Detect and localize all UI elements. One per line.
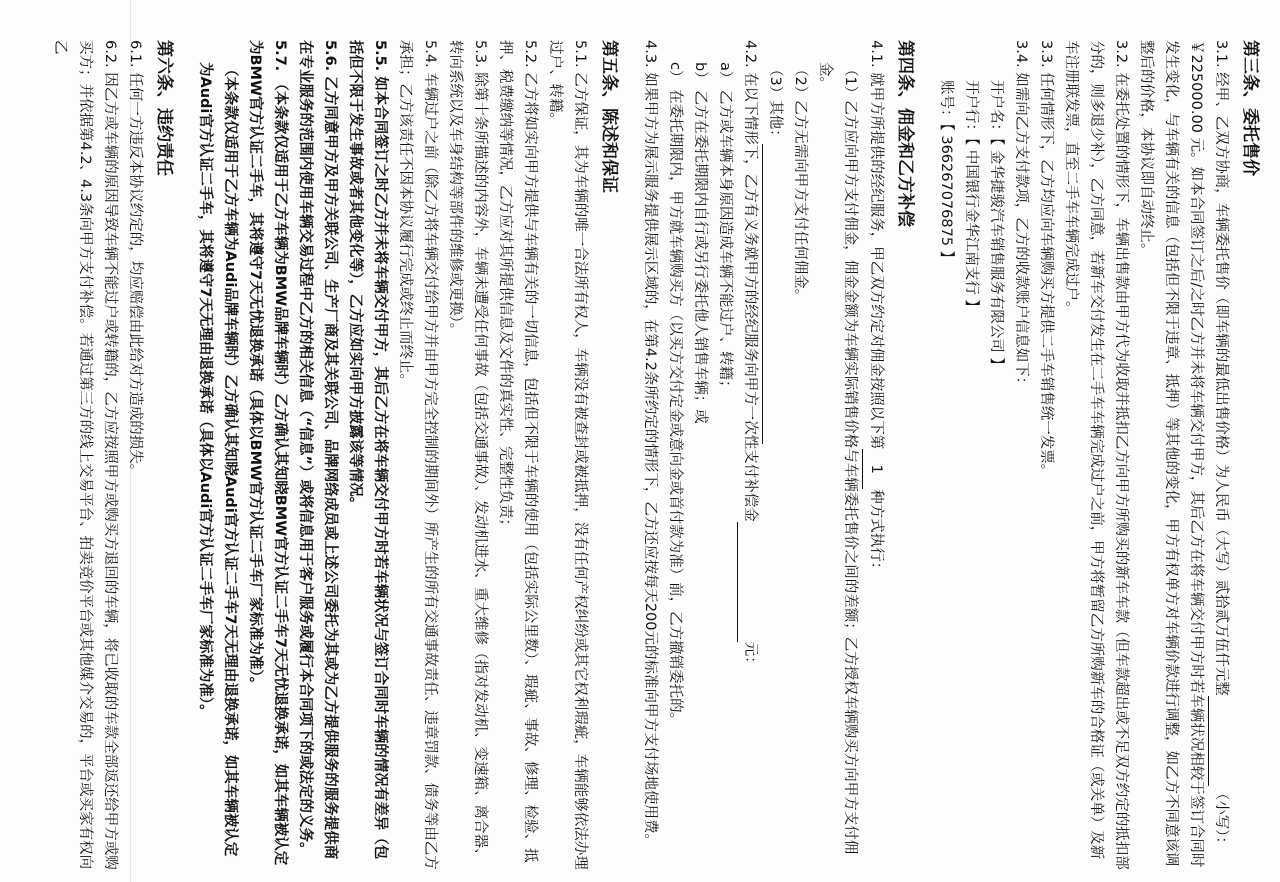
account-name-label: 开户名： <box>988 80 1004 138</box>
clause-4-1-tail: 种方式执行： <box>868 489 884 577</box>
clause-4-1 <box>862 40 888 870</box>
clause-3-1-text: 3.1. 经甲、乙双方协商，车辆委托售价（即车辆的最低出售价格）为人民币（大写）贰拾贰万伍仟元整 <box>1213 40 1229 696</box>
other-blank <box>762 144 779 444</box>
clause-5-1: 5.1. 乙方保证，其为车辆的唯一合法所有权人，车辆没有被查封或被抵押，没有任何产权纠纷或其它权利瑕疵，车辆能够依法办理过户、转籍。 <box>547 40 588 870</box>
clause-4-3: 4.3. 如果甲方为展示服务提供展示区域的，在第4.2条所约定的情形下，乙方还应按每天200元的标准向甲方支付场地使用费。 <box>642 40 658 849</box>
clause-3-1-cont: （小写）：￥225000.00 元。如本合同签订之后/之时乙方并未将车辆交付甲方，其后乙方在将车辆交付甲方时若车辆状况相较于签订合同时发生变化，与车辆有关的信息（包括但不限于违章、抵押）等其他的变化，甲方有权单方对车辆价款进行调整，如乙方不同意该调整后的价格，本协议即自动终止。 <box>1138 40 1229 868</box>
clause-6-2: 6.2. 因乙方或车辆的原因导致车辆不能过户或转籍的，乙方应按照甲方或购买方退回的车辆，将已收取的车款全部返还给甲方或购买方；并依据第4.2、4.3条向甲方支付补偿。若通过第三方的线上交易平台、拍卖竞价平台或其他媒介交易的，平台或买家有权向乙 <box>52 40 118 870</box>
bank-value: 中国银行金华江南支行 <box>963 149 979 295</box>
clause-4-2 <box>737 40 762 870</box>
account-no-label: 账号： <box>938 80 954 124</box>
commission-option-3 <box>762 40 787 870</box>
clause-4-2-text: 4.2. 在以下情形下，乙方有义务就甲方的经纪服务向甲方一次性支付补偿金 <box>742 40 758 522</box>
clause-5-6: 5.6. 乙方同意甲方及甲方关联公司、生产厂商及其关联公司、品牌网络成员或上述公司委托为其或为乙方提供服务的服务提供商在专业服务的范围内使用车辆交易过程中乙方的相关信息（“信息”）或将信息用于客户服务或履行本合同项下的或法定的义务。 <box>297 40 338 860</box>
commission-option-1: （1）乙方应向甲方支付佣金，佣金金额为车辆实际销售价格与车辆委托售价之间的差额；乙方授权车辆购买方向甲方支付佣金。 <box>817 62 858 855</box>
section-6-title: 第六条、违约责任 <box>154 40 174 176</box>
account-no-value: 366267076875 <box>938 135 954 247</box>
bank-label: 开户行： <box>963 80 979 138</box>
commission-option-2: （2）乙方无需向甲方支付任何佣金。 <box>792 62 808 304</box>
amount-blank <box>1208 696 1225 786</box>
bank-row: 开户行：【 中国银行金华江南支行 】 <box>963 80 979 314</box>
clause-3-3: 3.3. 任何情形下，乙方均应向车辆购买方提供二手车销售统一发票。 <box>1038 40 1054 479</box>
clause-3-4: 3.4. 如需向乙方支付款项，乙方的收款账户信息如下： <box>1013 40 1029 392</box>
account-name-value: 金华捷骏汽车销售服务有限公司 <box>988 149 1004 353</box>
account-name-row: 开户名：【 金华捷骏汽车销售服务有限公司 】 <box>988 80 1004 372</box>
account-no-row: 账号：【 366267076875 】 <box>938 80 954 266</box>
clause-4-1-text: 4.1. 就甲方所提供的经纪服务，甲乙双方约定对佣金按照以下第 <box>868 40 884 450</box>
commission-option-choice: 1 <box>862 449 888 489</box>
clause-5-7-bmw: 5.7. （本条款仅适用于乙方车辆为BMW品牌车辆时）乙方确认其知晓BMW官方认证二手车7天无忧退换承诺，如其车辆被认定为BMW官方认证二手车，其将遵守7天无忧退换承诺（具体以BMW官方认证二手车厂家标准为准）。 <box>247 40 288 866</box>
section-3-title: 第三条、委托售价 <box>1240 40 1260 176</box>
clause-5-4: 5.4. 车辆过户之前（除乙方将车辆交付给甲方并由甲方完全控制的期间外）所产生的所有交通事故责任、违章罚款、债务等由乙方承担；乙方该责任不因本协议履行完成或终止而终止。 <box>397 40 438 870</box>
clause-6-1: 6.1. 任何一方违反本协议约定的，均应赔偿由此给对方造成的损失。 <box>127 40 143 479</box>
contract-text-rotated <box>52 40 1268 870</box>
section-4-title: 第四条、佣金和乙方补偿 <box>895 40 915 227</box>
clause-3-1 <box>1133 40 1233 870</box>
section-5-title: 第五条、陈述和保证 <box>599 40 619 193</box>
clause-4-2-unit: 元： <box>742 641 758 671</box>
clause-5-3: 5.3. 除第十条所描述的内容外，车辆未遭受任何事故（包括交通事故）、发动机进水、重大维修（指对发动机、变速箱、离合器、转向系统以及车身结构等部件的维修或更换）。 <box>447 40 488 863</box>
clause-4-2-b: b） 乙方在委托期限内自行或另行委托他人销售车辆；或 <box>692 62 708 424</box>
commission-option-3-text: （3）其他： <box>767 62 783 144</box>
clause-4-2-c: c） 在委托期限内，甲方就车辆购买方（以买方交付定金或意向金或首付款为准）前，乙方撤销委托的。 <box>667 62 683 728</box>
clause-4-2-a: a） 乙方或车辆本身原因造成车辆不能过户、转籍； <box>717 62 733 395</box>
clause-5-2: 5.2. 乙方将如实向甲方提供与车辆有关的一切信息，包括但不限于车辆的使用（包括实际公里数）、瑕疵、事故、修理、检验、抵押、税费缴纳等情况，乙方应对其所提供信息及文件的真实性、完整性负责； <box>497 40 538 863</box>
clause-3-2: 3.2. 在委托处置的情形下，车辆出售款由甲方代为收取并抵扣乙方向甲方所购买的新车车款（但车款超出或不足双方约定的抵扣部分的，则多退少补），乙方同意，若新车交付发生在二手车车辆完成过户之前，甲方将暂留乙方所购新车的合格证（或关单）及新车注册联发票，直至二手车车辆完成过户。 <box>1063 40 1129 870</box>
clause-5-5: 5.5. 如本合同签订之时乙方并未将车辆交付甲方，其后乙方在将车辆交付甲方时若车辆状况与签订合同时车辆的情况有差异（包括但不限于发生事故或者其他变化等），乙方应如实向甲方披露该等情况。 <box>347 40 388 860</box>
compensation-blank <box>737 522 754 642</box>
clause-5-7-audi: （本条款仅适用于乙方车辆为Audi品牌车辆时）乙方确认其知晓Audi官方认证二手车7天无理由退换承诺，如其车辆被认定为Audi官方认证二手车，其将遵守7天无理由退换承诺（具体以Audi官方认证二手车厂家标准为准）。 <box>197 62 238 857</box>
